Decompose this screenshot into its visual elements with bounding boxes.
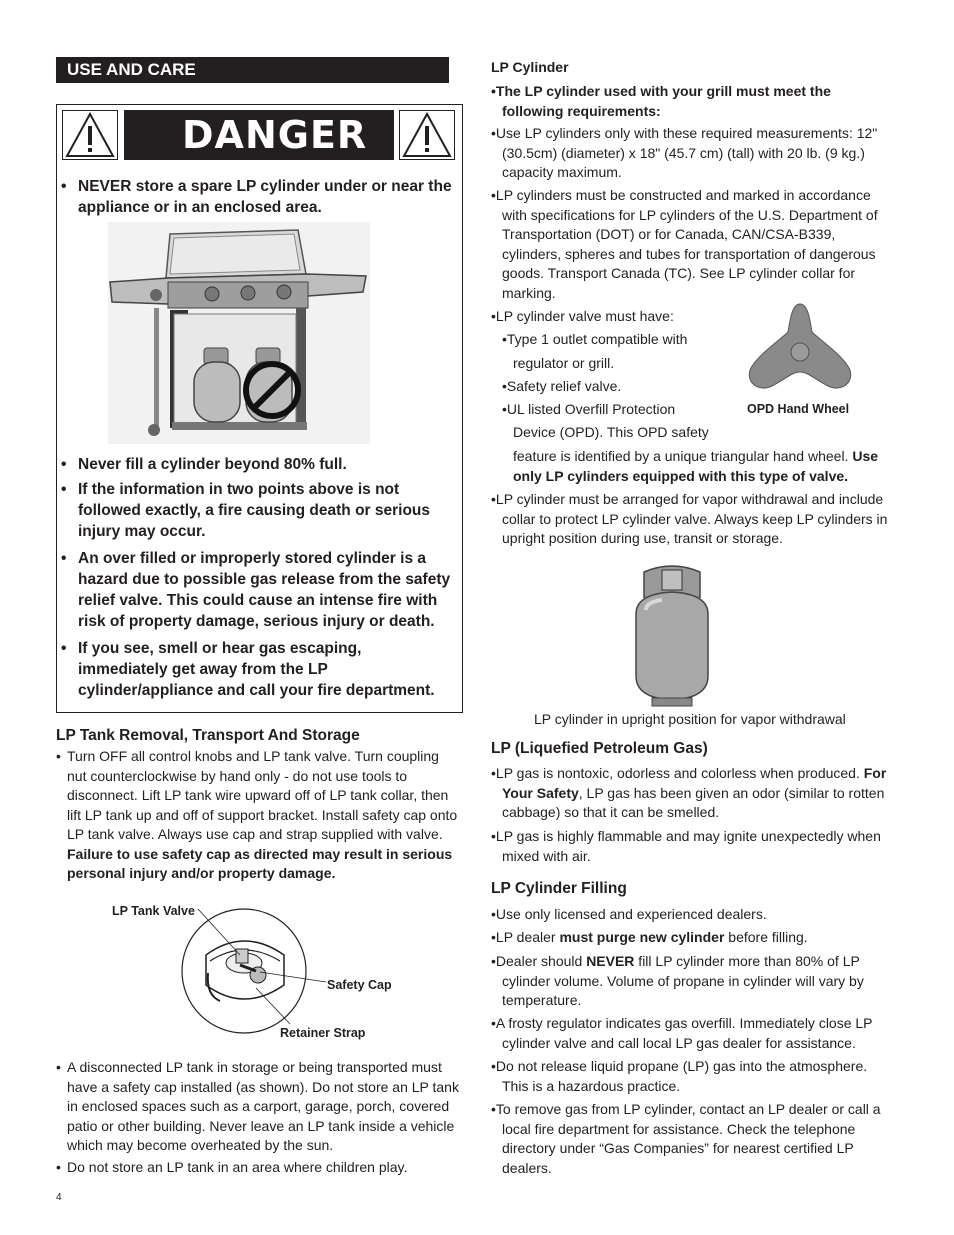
valve-req-3b: Device (OPD). This OPD safety xyxy=(513,424,709,440)
filling-3 xyxy=(491,952,891,1011)
lp-cylinder-req-2: •LP cylinders must be constructed and marked in accordance with specifications for LP cylinders of the U.S. Department of Transportation (DOT) or for Canada, CAN/CSA-B339, cylinders, spheres and tubes for transportation of dangerous goods. Transport Canada (TC). See LP cylinder collar for marking. xyxy=(491,187,878,301)
grill-illustration xyxy=(108,222,370,444)
filling-3-b: fill LP cylinder more than 80% of LP cylinder volume. Volume of propane in cylinder will vary by temperature. xyxy=(502,953,864,1008)
lp-gas-para-1-a: •LP gas is nontoxic, odorless and colorless when produced. xyxy=(491,765,864,781)
lp-tank-para-1-text: Turn OFF all control knobs and LP tank valve. Turn coupling nut counterclockwise by hand only - do not use tools to disconnect. Lift LP tank wire upward off of LP tank collar, then lift LP tank up and off of support bracket. Install safety cap onto LP tank valve. Always use cap and strap supplied with valve. xyxy=(67,748,458,842)
filling-2-bold: must purge new cylinder xyxy=(559,929,725,945)
label-safety-cap: Safety Cap xyxy=(327,978,392,992)
filling-2 xyxy=(491,928,808,948)
lp-tank-para-1-bold: Failure to use safety cap as directed may result in serious personal injury and/or property damage. xyxy=(67,845,453,881)
filling-2-a: •LP dealer xyxy=(491,929,560,945)
danger-header xyxy=(56,104,463,166)
valve-req-2: •Safety relief valve. xyxy=(502,378,622,394)
filling-3-a: •Dealer should xyxy=(491,953,587,969)
lp-gas-para-1 xyxy=(491,764,891,823)
lp-cylinder-req-1: •Use LP cylinders only with these required measurements: 12" (30.5cm) (diameter) x 18" (45.7 cm) (tall) with 20 lb. (9 kg.) capacity maximum. xyxy=(491,125,878,180)
lp-cylinder-requirements: •The LP cylinder used with your grill must meet the following requirements: xyxy=(491,83,831,119)
valve-intro: •LP cylinder valve must have: xyxy=(491,308,674,324)
label-lp-tank-valve: LP Tank Valve xyxy=(112,904,195,918)
valve-req-1b: regulator or grill. xyxy=(513,355,615,371)
lp-gas-para-2: •LP gas is highly flammable and may ignite unexpectedly when mixed with air. xyxy=(491,828,881,864)
upright-caption: LP cylinder in upright position for vapor withdrawal xyxy=(534,711,846,727)
lp-gas-para-1-b: , LP gas has been given an odor (similar to rotten cabbage) so that it can be smelled. xyxy=(502,784,885,820)
warning-icon-left-frame xyxy=(62,110,118,160)
lp-tank-heading: LP Tank Removal, Transport And Storage xyxy=(56,727,360,744)
valve-req-3c xyxy=(513,447,888,486)
lp-cylinder-illustration xyxy=(622,558,722,708)
danger-bullet-4: • An over filled or improperly stored cylinder is a hazard due to possible gas release from the safety relief valve. This could cause an intense fire with risk of property damage, serious injury or death. xyxy=(61,550,451,630)
valve-req-3-bold: Use only LP cylinders equipped with this type of valve. xyxy=(513,448,879,484)
danger-bullet-3: • If the information in two points above is not followed exactly, a fire causing death or serious injury may occur. xyxy=(61,481,431,540)
filling-1: •Use only licensed and experienced dealers. xyxy=(491,906,767,922)
lp-cylinder-heading: LP Cylinder xyxy=(491,59,569,75)
filling-6: •To remove gas from LP cylinder, contact an LP dealer or call a local fire department for assistance. Check the telephone directory under “Gas Companies” for nearest certified LP dealers. xyxy=(491,1101,881,1176)
filling-4: •A frosty regulator indicates gas overfill. Immediately close LP cylinder valve and call local LP gas dealer for assistance. xyxy=(491,1015,873,1051)
lp-tank-para-2-text: A disconnected LP tank in storage or being transported must have a safety cap installed (as shown). Do not store an LP tank in enclosed spaces such as a carport, garage, porch, covered patio or other building. Never leave an LP tank inside a vehicle which may become overheated by the sun. xyxy=(67,1059,459,1153)
lp-tank-para-1: • Turn OFF all control knobs and LP tank valve. Turn coupling nut counterclockwise by hand only - do not use tools to disconnect. Lift LP tank wire upward off of LP tank collar, then lift LP tank up and off of support bracket. Install safety cap onto LP tank valve. Always use cap and strap supplied with valve. Failure to use safety cap as directed may result in serious personal injury and/or property damage. xyxy=(56,748,458,881)
valve-req-1a: •Type 1 outlet compatible with xyxy=(502,331,688,347)
valve-req-3c-text: feature is identified by a unique triangular hand wheel. xyxy=(513,448,853,464)
lp-tank-para-3: • Do not store an LP tank in an area where children play. xyxy=(56,1159,408,1175)
label-retainer-strap: Retainer Strap xyxy=(280,1026,366,1040)
danger-title: DANGER xyxy=(124,110,394,160)
danger-bullet-5-text: If you see, smell or hear gas escaping, immediately get away from the LP cylinder/appliance and call your fire department. xyxy=(78,640,435,699)
warning-icon-right-frame xyxy=(399,110,455,160)
danger-bullet-1: • NEVER store a spare LP cylinder under or near the appliance or in an enclosed area. xyxy=(61,178,452,216)
danger-bullet-3-text: If the information in two points above is not followed exactly, a fire causing death or serious injury may occur. xyxy=(78,481,431,540)
lp-gas-heading: LP (Liquefied Petroleum Gas) xyxy=(491,740,708,757)
valve-req-3a: •UL listed Overfill Protection xyxy=(502,401,676,417)
section-title: USE AND CARE xyxy=(56,57,449,83)
danger-bullet-5: • If you see, smell or hear gas escaping, immediately get away from the LP cylinder/appliance and call your fire department. xyxy=(61,640,435,699)
vapor-withdrawal-text: •LP cylinder must be arranged for vapor withdrawal and include collar to protect LP cylinder valve. Always keep LP cylinders in upright position during use, transit or storage. xyxy=(491,491,888,546)
danger-bullet-2-text: Never fill a cylinder beyond 80% full. xyxy=(78,456,347,473)
warning-triangle-icon xyxy=(400,111,454,159)
lp-tank-para-2: • A disconnected LP tank in storage or being transported must have a safety cap installed (as shown). Do not store an LP tank in enclosed spaces such as a carport, garage, porch, covered patio or other building. Never leave an LP tank inside a vehicle which may become overheated by the sun. xyxy=(56,1059,459,1153)
page-number: 4 xyxy=(56,1192,62,1203)
danger-bullet-2: • Never fill a cylinder beyond 80% full. xyxy=(61,456,347,473)
filling-3-bold: NEVER xyxy=(586,953,635,969)
diagram-leader-lines xyxy=(250,968,330,1028)
filling-2-b: before filling. xyxy=(724,929,808,945)
opd-hand-wheel-illustration xyxy=(744,300,856,396)
warning-triangle-icon xyxy=(63,111,117,159)
filling-heading: LP Cylinder Filling xyxy=(491,880,627,897)
lp-gas-para-1-bold: For Your Safety xyxy=(502,765,887,801)
opd-hand-wheel-label: OPD Hand Wheel xyxy=(747,402,850,416)
danger-bullet-4-text: An over filled or improperly stored cylinder is a hazard due to possible gas release from the safety relief valve. This could cause an intense fire with risk of property damage, serious injury or death. xyxy=(78,550,451,630)
lp-tank-para-3-text: Do not store an LP tank in an area where children play. xyxy=(67,1159,408,1175)
danger-bullet-1-text: NEVER store a spare LP cylinder under or near the appliance or in an enclosed area. xyxy=(78,178,452,216)
filling-5: •Do not release liquid propane (LP) gas into the atmosphere. This is a hazardous practice. xyxy=(491,1058,868,1094)
